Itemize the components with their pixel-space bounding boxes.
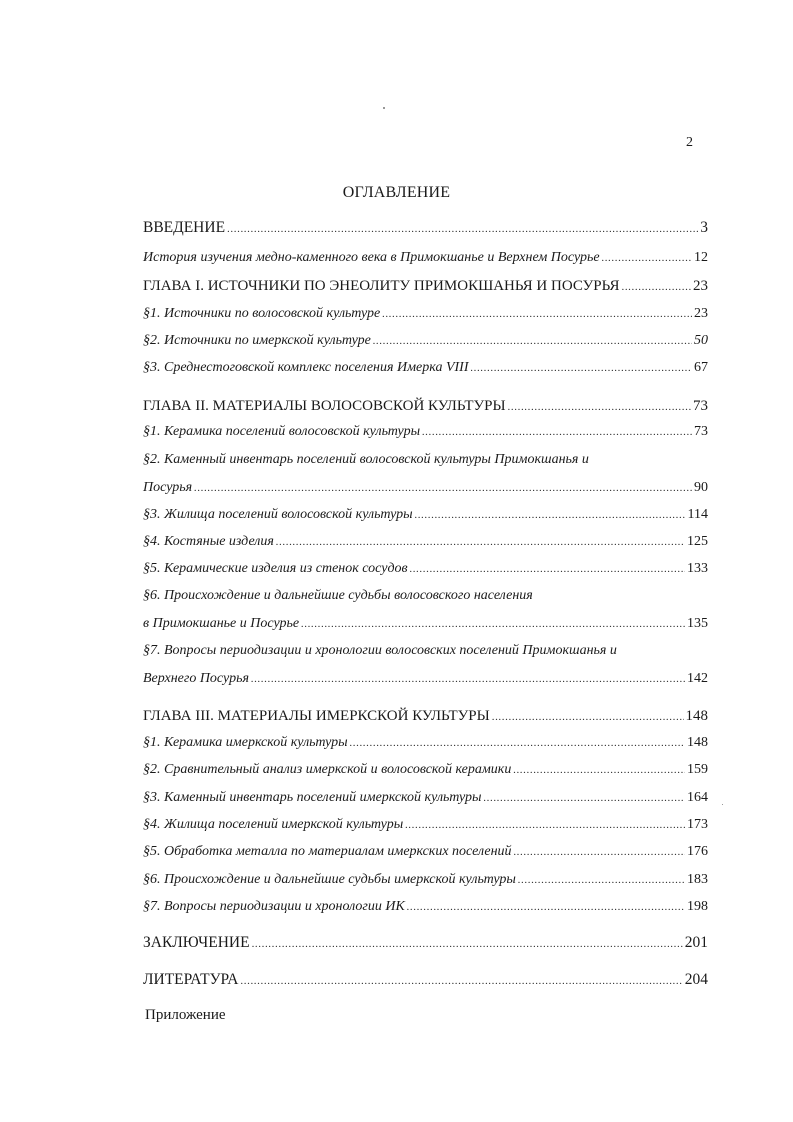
toc-entry-label: ГЛАВА II. МАТЕРИАЛЫ ВОЛОСОВСКОЙ КУЛЬТУРЫ [143, 398, 506, 414]
toc-entry-label: ГЛАВА I. ИСТОЧНИКИ ПО ЭНЕОЛИТУ ПРИМОКШАНЬЯ И ПОСУРЬЯ [143, 278, 620, 294]
toc-entry-label: §7. Вопросы периодизации и хронологии ИК [143, 899, 405, 914]
toc-entry-label: §4. Костяные изделия [143, 534, 274, 549]
toc-entry-page: 204 [684, 971, 708, 988]
dot-leader [484, 788, 685, 808]
toc-entry-ch2-s3[interactable] [143, 505, 708, 525]
toc-entry-chapter-1[interactable] [143, 276, 708, 296]
toc-entry-page: 148 [685, 708, 708, 724]
toc-entry-label: ВВЕДЕНИЕ [143, 219, 226, 236]
dot-leader [373, 331, 692, 351]
toc-entry-page: 90 [694, 480, 708, 495]
scan-speck [722, 804, 723, 805]
toc-entry-page: 114 [687, 507, 708, 522]
toc-entry-page: 173 [687, 817, 708, 832]
toc-entry-page: 159 [687, 762, 708, 777]
toc-entry-ch2-s1[interactable] [143, 422, 708, 442]
toc-entry-ch3-s1[interactable] [143, 733, 708, 753]
toc-entry-ch1-s3[interactable] [143, 358, 708, 378]
toc-entry-ch3-s6[interactable] [143, 870, 708, 890]
dot-leader [415, 505, 686, 525]
toc-entry-label: §3. Каменный инвентарь поселений имеркской культуры [143, 790, 482, 805]
dot-leader [602, 248, 692, 268]
toc-entry-page: 198 [687, 899, 708, 914]
toc-entry-appendix[interactable]: Приложение [145, 1007, 226, 1023]
dot-leader [194, 478, 692, 498]
toc-entry-label: ГЛАВА III. МАТЕРИАЛЫ ИМЕРКСКОЙ КУЛЬТУРЫ [143, 708, 490, 724]
toc-entry-ch2-s7[interactable] [143, 669, 708, 689]
dot-leader [301, 614, 685, 634]
toc-entry-history[interactable] [143, 248, 708, 268]
toc-entry-chapter-3[interactable] [143, 706, 708, 726]
dot-leader [471, 358, 693, 378]
toc-entry-ch2-s6-line1[interactable]: §6. Происхождение и дальнейшие судьбы волосовского населения [143, 588, 533, 603]
toc-entry-ch1-s2[interactable] [143, 331, 708, 351]
toc-entry-ch1-s1[interactable] [143, 304, 708, 324]
toc-entry-ch3-s4[interactable] [143, 815, 708, 835]
toc-entry-introduction[interactable] [143, 218, 708, 238]
toc-entry-page: 164 [687, 790, 708, 805]
toc-entry-label: §1. Источники по волосовской культуре [143, 306, 381, 321]
page-number: 2 [686, 135, 693, 150]
toc-entry-label: ЗАКЛЮЧЕНИЕ [143, 934, 250, 951]
dot-leader [513, 760, 685, 780]
toc-entry-label: §5. Керамические изделия из стенок сосудов [143, 561, 408, 576]
toc-entry-page: 73 [694, 424, 708, 439]
dot-leader [518, 870, 685, 890]
toc-entry-conclusion[interactable] [143, 933, 708, 953]
scan-speck [383, 107, 385, 109]
dot-leader [350, 733, 685, 753]
toc-entry-page: 135 [687, 616, 708, 631]
toc-entry-label: ЛИТЕРАТУРА [143, 971, 239, 988]
toc-entry-label: История изучения медно-каменного века в Примокшанье и Верхнем Посурье [143, 250, 600, 265]
dot-leader [405, 815, 685, 835]
page-title: ОГЛАВЛЕНИЕ [342, 184, 451, 201]
toc-entry-page: 201 [684, 934, 708, 951]
toc-entry-page: 23 [694, 306, 708, 321]
dot-leader [227, 219, 698, 239]
toc-entry-page: 67 [694, 360, 708, 375]
toc-entry-page: 23 [693, 278, 708, 294]
toc-entry-page: 73 [693, 398, 708, 414]
toc-entry-page: 133 [687, 561, 708, 576]
toc-entry-ch3-s2[interactable] [143, 760, 708, 780]
toc-entry-label: §2. Источники по имеркской культуре [143, 333, 371, 348]
toc-entry-label: §1. Керамика поселений волосовской культуры [143, 424, 421, 439]
dot-leader [252, 934, 683, 954]
toc-entry-page: 50 [694, 333, 708, 348]
toc-entry-page: 148 [687, 735, 708, 750]
toc-entry-page: 3 [700, 219, 708, 236]
toc-entry-label: §4. Жилища поселений имеркской культуры [143, 817, 404, 832]
dot-leader [621, 277, 691, 297]
dot-leader [514, 842, 685, 862]
toc-entry-page: 183 [687, 872, 708, 887]
dot-leader [407, 897, 685, 917]
toc-entry-label: §3. Жилища поселений волосовской культуры [143, 507, 413, 522]
toc-entry-chapter-2[interactable] [143, 396, 708, 416]
toc-entry-label: §3. Среднестоговской комплекс поселения Имерка VIII [143, 360, 469, 375]
toc-entry-label: Верхнего Посурья [143, 671, 249, 686]
dot-leader [382, 304, 692, 324]
dot-leader [276, 532, 685, 552]
toc-entry-page: 12 [694, 250, 708, 265]
toc-entry-ch2-s2[interactable] [143, 478, 708, 498]
dot-leader [251, 669, 685, 689]
toc-entry-page: 125 [687, 534, 708, 549]
dot-leader [492, 707, 684, 727]
toc-entry-ch2-s5[interactable] [143, 559, 708, 579]
dot-leader [410, 559, 685, 579]
toc-entry-ch2-s4[interactable] [143, 532, 708, 552]
toc-entry-ch2-s7-line1[interactable]: §7. Вопросы периодизации и хронологии волосовских поселений Примокшанья и [143, 643, 617, 658]
toc-entry-label: Посурья [143, 480, 193, 495]
toc-entry-ch2-s6[interactable] [143, 614, 708, 634]
toc-entry-label: в Примокшанье и Посурье [143, 616, 300, 631]
toc-entry-page: 142 [687, 671, 708, 686]
toc-entry-label: §2. Сравнительный анализ имеркской и волосовской керамики [143, 762, 512, 777]
toc-entry-ch2-s2-line1[interactable]: §2. Каменный инвентарь поселений волосовской культуры Примокшанья и [143, 452, 589, 467]
toc-entry-ch3-s7[interactable] [143, 897, 708, 917]
toc-entry-label: §1. Керамика имеркской культуры [143, 735, 348, 750]
dot-leader [422, 422, 692, 442]
toc-entry-ch3-s5[interactable] [143, 842, 708, 862]
toc-entry-label: §6. Происхождение и дальнейшие судьбы имеркской культуры [143, 872, 516, 887]
dot-leader [240, 971, 682, 991]
toc-entry-ch3-s3[interactable] [143, 788, 708, 808]
toc-entry-page: 176 [687, 844, 708, 859]
dot-leader [508, 397, 691, 417]
toc-entry-literature[interactable] [143, 970, 708, 990]
toc-entry-label: §5. Обработка металла по материалам имеркских поселений [143, 844, 512, 859]
